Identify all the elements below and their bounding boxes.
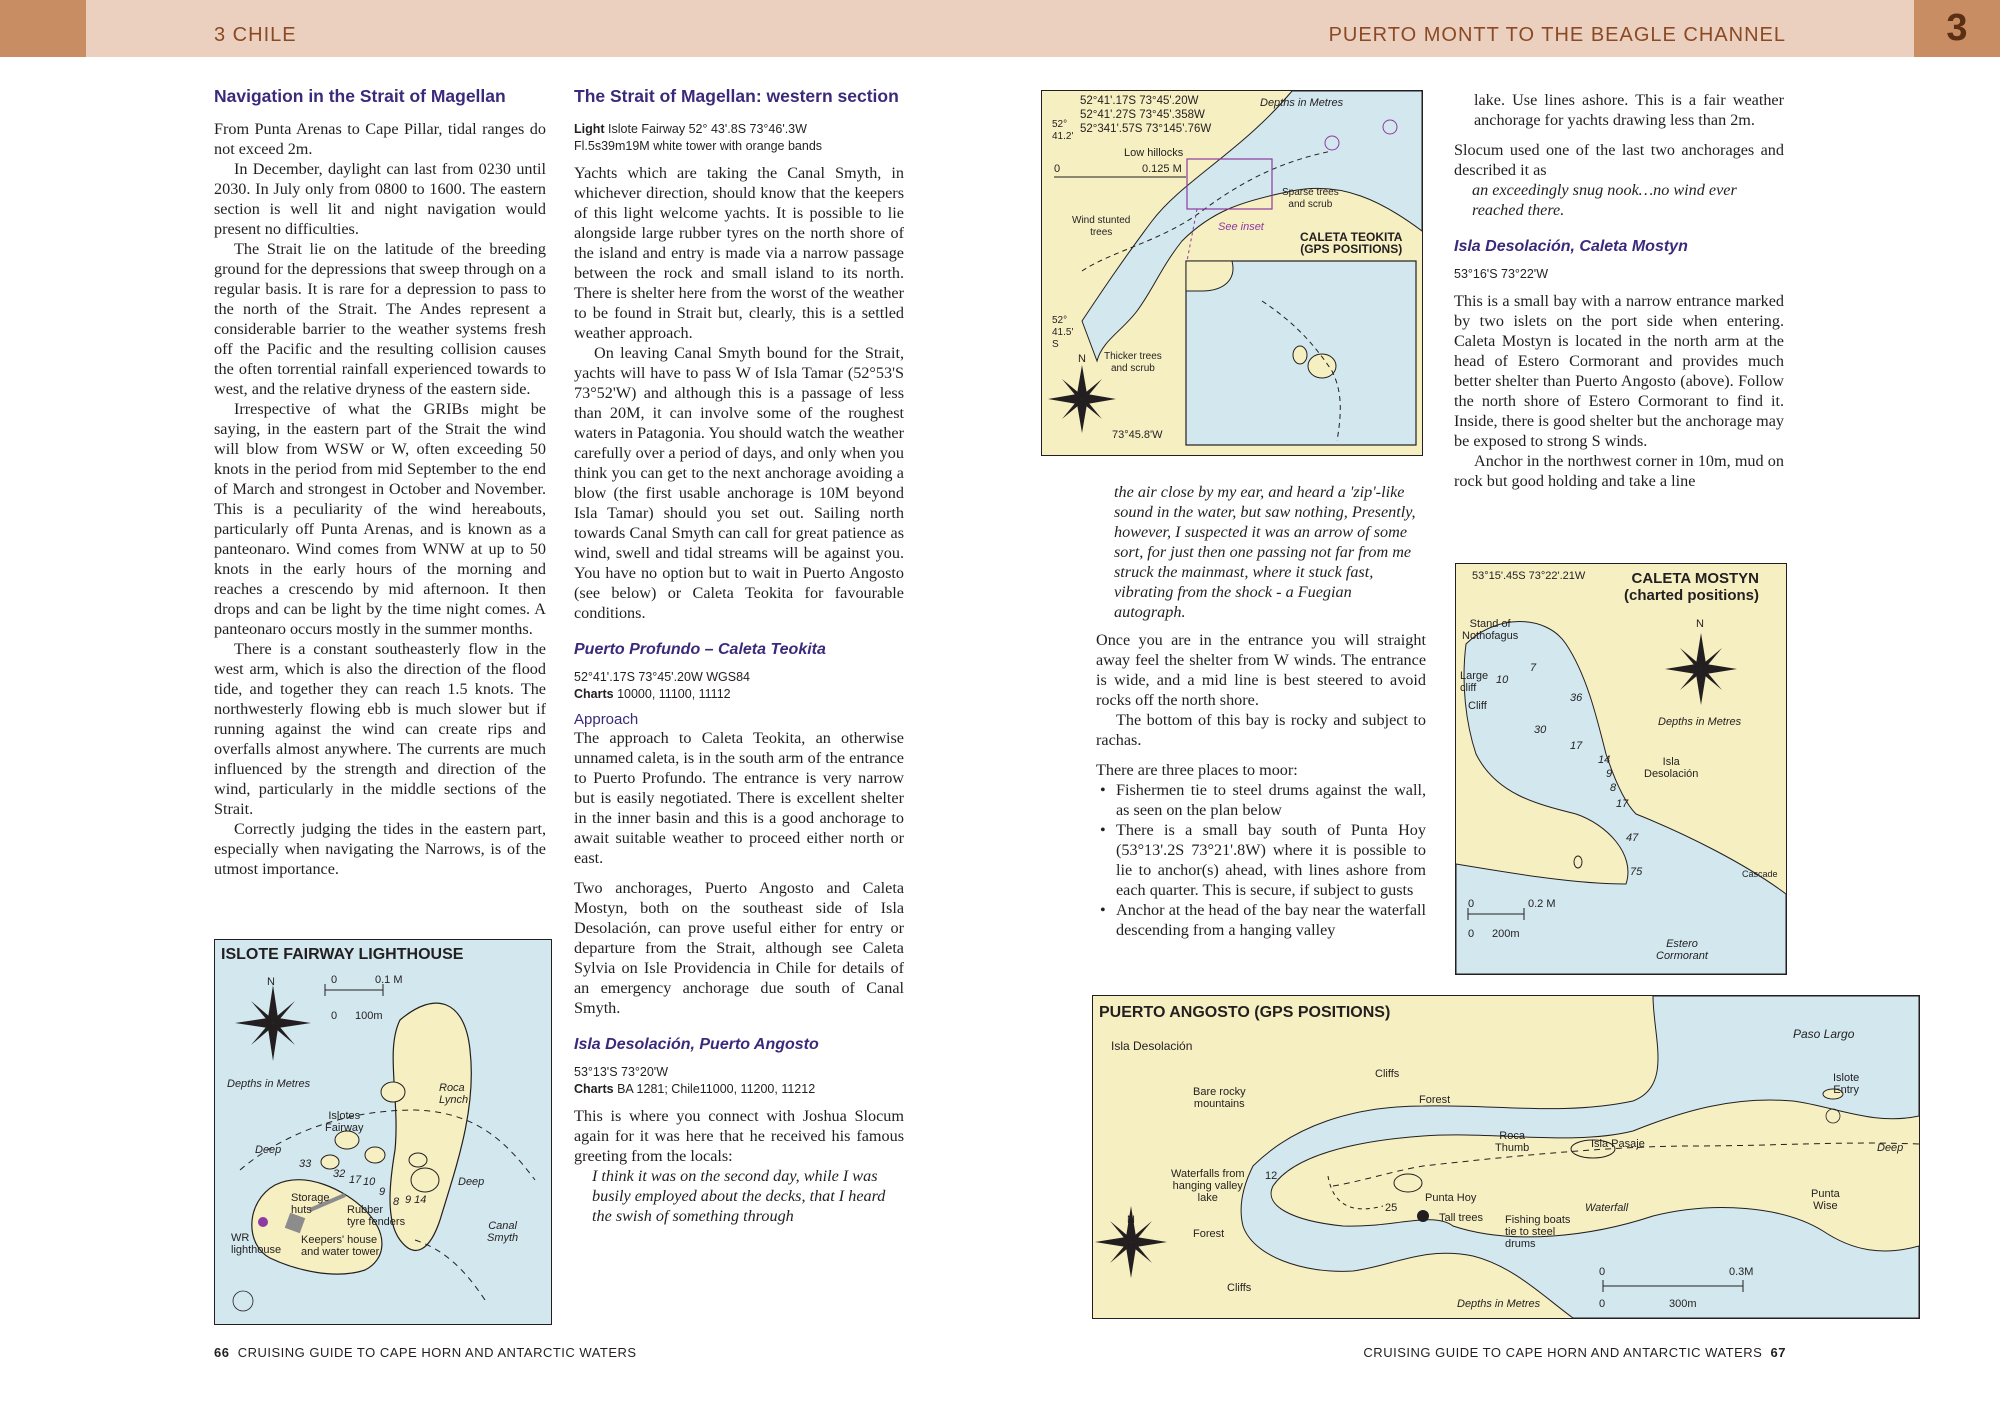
- paragraph: Yachts which are taking the Canal Smyth, in whichever direction, should know that the keepers of this light welcome yachts. It is possible to lie alongside large rubber tyres on the north shore of the island and entry is made via a narrow passage between the rock and small island to its north. There is shelter here from the worst of the weather to be found in Strait but, clearly, this is a settled weather approach.: [574, 164, 904, 342]
- depths-label: Depths in Metres: [227, 1078, 311, 1090]
- depth: 17: [1616, 798, 1629, 810]
- forest-label: Forest: [1193, 1228, 1225, 1240]
- angosto-position: 53°13'S 73°20'W: [574, 1065, 668, 1079]
- isla-pasaje-label: Isla Pasaje: [1591, 1138, 1645, 1150]
- page-header: [0, 0, 2000, 57]
- scale-label: 0: [1054, 163, 1061, 175]
- scale-label: 200m: [1492, 928, 1520, 940]
- scale-label: 0: [331, 1010, 338, 1022]
- map-puerto-angosto-drawing: [1093, 996, 1919, 1318]
- paragraph: In December, daylight can last from 0230 until 2030. In July only from 0800 to 1600. The eastern section is well lit and night navigation would present no difficulties.: [214, 160, 546, 238]
- punta-hoy-label: Punta Hoy: [1425, 1192, 1477, 1204]
- paso-largo-label: Paso Largo: [1793, 1027, 1855, 1041]
- keepers-house-label: Keepers' house and water tower: [301, 1234, 380, 1258]
- charts-label: Charts: [574, 1082, 614, 1096]
- column-4: [1454, 90, 1784, 491]
- header-left-title: 3 CHILE: [214, 24, 297, 46]
- deep-label: Deep: [1877, 1142, 1904, 1154]
- isla-desolacion-label: Isla Desolación: [1644, 756, 1699, 780]
- map-title: CALETA TEOKITA (GPS POSITIONS): [1300, 230, 1403, 256]
- north-label: N: [1696, 618, 1704, 630]
- angosto-charts: BA 1281; Chile11000, 11200, 11212: [617, 1082, 816, 1096]
- storage-huts-label: Storage huts: [291, 1192, 330, 1216]
- light-info: [574, 121, 904, 155]
- map-title: PUERTO ANGOSTO (GPS POSITIONS): [1099, 1004, 1391, 1021]
- cliff-label: Cliff: [1468, 700, 1487, 712]
- deep-label: Deep: [458, 1176, 485, 1188]
- depths-label: Depths in Metres: [1658, 716, 1742, 728]
- footer-left-text: CRUISING GUIDE TO CAPE HORN AND ANTARCTIC WATERS: [237, 1345, 637, 1360]
- paragraph: Slocum used one of the last two anchorages and described it as: [1454, 141, 1784, 179]
- scale-label: 0.2 M: [1528, 898, 1556, 910]
- bare-mountains-label: Bare rocky mountains: [1193, 1086, 1246, 1110]
- tall-trees-label: Tall trees: [1439, 1212, 1484, 1224]
- depth: 17: [349, 1174, 362, 1186]
- footer-right: [1363, 1345, 1786, 1360]
- depth: 9: [379, 1186, 386, 1198]
- footer-right-text: CRUISING GUIDE TO CAPE HORN AND ANTARCTIC WATERS: [1363, 1345, 1763, 1360]
- roca-lynch-label: Roca Lynch: [439, 1082, 469, 1106]
- list-item: • Fishermen tie to steel drums against the wall, as seen on the plan below: [1116, 780, 1426, 820]
- scale-label: 0: [1468, 928, 1475, 940]
- charts-label: Charts: [574, 687, 614, 701]
- column-1: [214, 86, 546, 879]
- deep-label: Deep: [255, 1144, 282, 1156]
- waterfalls-label: Waterfalls from hanging valley lake: [1171, 1168, 1245, 1204]
- profundo-position: 52°41'.17S 73°45'.20W WGS84: [574, 670, 750, 684]
- footer-left: [214, 1345, 637, 1360]
- depth: 17: [1570, 740, 1583, 752]
- heading-navigation: Navigation in the Strait of Magellan: [214, 86, 506, 106]
- slocum-quote: I think it was on the second day, while I was busily employed about the decks, that I heard the swish of something through: [592, 1167, 886, 1225]
- map-title: ISLOTE FAIRWAY LIGHTHOUSE: [221, 946, 464, 963]
- paragraph: The bottom of this bay is rocky and subject to rachas.: [1096, 711, 1426, 749]
- column-2: [574, 86, 904, 1226]
- depth: 7: [1530, 662, 1537, 674]
- paragraph: Two anchorages, Puerto Angosto and Caleta Mostyn, both on the southeast side of Isla Desolación, can prove useful either for entry or departure from the Strait, although see Caleta Sylvia on Isle Providencia in Chile for details of an emergency anchorage due south of Canal Smyth.: [574, 879, 904, 1017]
- scale-label: 0: [1468, 898, 1475, 910]
- mostyn-position: 53°16'S 73°22'W: [1454, 267, 1548, 281]
- paragraph: From Punta Arenas to Cape Pillar, tidal ranges do not exceed 2m.: [214, 120, 546, 158]
- scale-label: 0.125 M: [1142, 163, 1182, 175]
- paragraph: There is a constant southeasterly flow in the west arm, which is also the direction of the flood tide, and together they can reach 1.5 knots. The northwesterly flowing ebb is much slower but if running against the wind can create rips and overfalls almost anywhere. The currents are much influenced by the strength and direction of the wind, particularly in the middle sections of the Strait.: [214, 640, 546, 818]
- scale-label: 100m: [355, 1010, 383, 1022]
- north-label: N: [1127, 1214, 1135, 1226]
- fishing-boats-label: Fishing boats tie to steel drums: [1505, 1214, 1571, 1250]
- profundo-charts: 10000, 11100, 11112: [617, 687, 731, 701]
- paragraph: This is where you connect with Joshua Slocum again for it was here that he received his famous greeting from the locals:: [574, 1107, 904, 1165]
- large-cliff-label: Large cliff: [1460, 670, 1489, 694]
- depth: 12: [1265, 1170, 1278, 1182]
- heading-caleta-mostyn: Isla Desolación, Caleta Mostyn: [1454, 238, 1688, 255]
- gps-position: 52°341'.57S 73°145'.76W: [1080, 123, 1212, 135]
- islotes-label: Islotes Fairway: [325, 1110, 364, 1134]
- angosto-info: [574, 1064, 904, 1098]
- depth: 10: [363, 1176, 376, 1188]
- paragraph: The approach to Caleta Teokita, an otherwise unnamed caleta, is in the south arm of the entrance to Puerto Profundo. The entrance is very narrow but is easily negotiated. There is excellent shelter in the inner basin and this is a good anchorage to await suitable weather to proceed either north or east.: [574, 729, 904, 867]
- map-islote-fairway-drawing: [215, 940, 551, 1324]
- depth: 32: [333, 1168, 346, 1180]
- scale-label: 0: [1599, 1298, 1606, 1310]
- sparse-trees-label: Sparse trees and scrub: [1282, 187, 1339, 210]
- north-label: N: [1078, 353, 1086, 365]
- light-label: Light: [574, 122, 605, 136]
- depth: 10: [1496, 674, 1509, 686]
- cascade-label: Cascade: [1742, 869, 1778, 879]
- rubber-fenders-label: Rubber tyre fenders: [347, 1204, 406, 1228]
- nothofagus-label: Stand of Nothofagus: [1462, 618, 1519, 642]
- depth: 14: [1598, 754, 1611, 766]
- paragraph: On leaving Canal Smyth bound for the Strait, yachts will have to pass W of Isla Tamar (52°53'S 73°52'W) and although this is a passage of less than 20M, it can involve some of the roughest waters in Patagonia. You should watch the weather carefully over a period of days, and only when you think you can get to the next anchorage avoiding a blow (the first usable anchorage is 10M beyond Isla Tamar) should you set out. Sailing north towards Canal Smyth can call for great patience as wind, swell and tidal streams will be against you. You have no option but to wait in Puerto Angosto (see below) or Caleta Teokita for favourable conditions.: [574, 344, 904, 622]
- list-item: • There is a small bay south of Punta Hoy (53°13'.2S 73°21'.8W) where it is possible to lie to anchor(s) ahead, with lines ashore from each quarter. This is secure, if subject to gusts: [1116, 820, 1426, 900]
- paragraph: There are three places to moor:: [1096, 761, 1298, 779]
- north-label: N: [267, 976, 275, 988]
- thicker-trees-label: Thicker trees and scrub: [1104, 351, 1162, 374]
- header-left-tab: [0, 0, 86, 57]
- profundo-info: [574, 669, 904, 703]
- map-caleta-teokita: [1041, 90, 1423, 456]
- paragraph: Anchor in the northwest corner in 10m, mud on rock but good holding and take a line: [1454, 452, 1784, 490]
- depths-label: Depths in Metres: [1457, 1298, 1541, 1310]
- latitude-label: 52° 41.5' S: [1052, 315, 1074, 350]
- map-caleta-teokita-drawing: [1042, 91, 1422, 455]
- islote-entry-label: Islote Entry: [1833, 1072, 1860, 1096]
- paragraph: Once you are in the entrance you will straight away feel the shelter from W winds. The entrance is wide, and a mid line is best steered to avoid rocks off the north shore.: [1096, 631, 1426, 709]
- low-hillocks-label: Low hillocks: [1124, 147, 1184, 159]
- latitude-label: 52° 41.2': [1052, 119, 1074, 142]
- heading-puerto-angosto: Isla Desolación, Puerto Angosto: [574, 1036, 819, 1053]
- map-title: CALETA MOSTYN (charted positions): [1624, 570, 1760, 604]
- slocum-quote-continued: the air close by my ear, and heard a 'zip'-like sound in the water, but saw nothing, Presently, however, I suspected it was an arrow of some sort, for just then one passing not far from me struck the mainmast, where it stuck fast, vibrating from the shock - a Fuegian autograph.: [1114, 483, 1416, 621]
- scale-label: 0.1 M: [375, 974, 403, 986]
- heading-puerto-profundo: Puerto Profundo – Caleta Teokita: [574, 641, 826, 658]
- cliffs-label: Cliffs: [1227, 1282, 1252, 1294]
- header-right-title: PUERTO MONTT TO THE BEAGLE CHANNEL: [1328, 24, 1786, 46]
- forest-label: Forest: [1419, 1094, 1451, 1106]
- canal-smyth-label: Canal Smyth: [487, 1220, 519, 1244]
- depth: 36: [1570, 692, 1583, 704]
- paragraph: Correctly judging the tides in the eastern part, especially when navigating the Narrows, is of the utmost importance.: [214, 820, 546, 878]
- estero-cormorant-label: Estero Cormorant: [1656, 938, 1708, 962]
- page-number-left: 66: [214, 1345, 230, 1360]
- isla-desolacion-label: Isla Desolación: [1111, 1039, 1193, 1053]
- paragraph: Irrespective of what the GRIBs might be saying, in the eastern part of the Strait the wind will blow from WSW or W, often exceeding 50 knots in the period from mid September to the end of March and strongest in October and November. This is a peculiarity of the wind hereabouts, particularly off Punta Arenas, and is known as a panteonaro. Wind comes from WNW at up to 50 knots in the early hours of the morning and reaches a crescendo by mid afternoon. It then drops and can be light by the time night comes. A panteonaro occurs mostly in the summer months.: [214, 400, 546, 638]
- anchor-position: 53°15'.45S 73°22'.21W: [1472, 570, 1586, 582]
- waterfall-label: Waterfall: [1585, 1202, 1629, 1214]
- longitude-label: 73°45.8'W: [1112, 429, 1163, 441]
- depth: 9 14: [405, 1194, 427, 1206]
- light-text-2: Fl.5s39m19M white tower with orange bands: [574, 139, 823, 153]
- cliffs-label: Cliffs: [1375, 1068, 1400, 1080]
- column-3: [1096, 482, 1426, 940]
- see-inset-label: See inset: [1218, 221, 1264, 233]
- depths-label: Depths in Metres: [1260, 97, 1344, 109]
- scale-label: 0: [1599, 1266, 1606, 1278]
- punta-wise-label: Punta Wise: [1811, 1188, 1840, 1212]
- map-puerto-angosto: [1092, 995, 1920, 1319]
- map-caleta-mostyn: [1455, 563, 1787, 975]
- depth: 30: [1534, 724, 1547, 736]
- mooring-list: [1096, 780, 1426, 940]
- paragraph: The Strait lie on the latitude of the breeding ground for the depressions that sweep through on a regular basis. It is rare for a depression to pass to the north of the Strait. The Andes represent a considerable barrier to the weather systems fresh off the Pacific and the resulting collision causes the often torrential rainfall experienced towards to west, and the relative dryness of the eastern side.: [214, 240, 546, 398]
- lighthouse-label: WR lighthouse: [231, 1232, 282, 1256]
- map-islote-fairway: [214, 939, 552, 1325]
- wind-stunted-label: Wind stunted trees: [1072, 215, 1131, 238]
- heading-western-section: The Strait of Magellan: western section: [574, 86, 899, 106]
- depth: 25: [1385, 1202, 1398, 1214]
- slocum-quote-nook: an exceedingly snug nook…no wind ever reached there.: [1472, 181, 1737, 219]
- depth: 33: [299, 1158, 312, 1170]
- depth: 47: [1626, 832, 1639, 844]
- light-text: Islote Fairway 52° 43'.8S 73°46'.3W: [608, 122, 807, 136]
- scale-label: 0: [331, 974, 338, 986]
- subheading-approach: Approach: [574, 711, 639, 728]
- scale-label: 0.3M: [1729, 1266, 1754, 1278]
- scale-label: 300m: [1669, 1298, 1697, 1310]
- depth: 75: [1630, 866, 1643, 878]
- depth: 8: [1610, 782, 1617, 794]
- list-item: • Anchor at the head of the bay near the waterfall descending from a hanging valley: [1116, 900, 1426, 940]
- gps-position: 52°41'.27S 73°45'.358W: [1080, 109, 1205, 121]
- depth: 9: [1606, 768, 1613, 780]
- chapter-number: 3: [1914, 0, 2000, 57]
- paragraph: This is a small bay with a narrow entrance marked by two islets on the port side when entering. Caleta Mostyn is located in the north arm at the head of Estero Cormorant and provides much better shelter than Puerto Angosto (above). Follow the north shore of Estero Cormorant to find it. Inside, there is good shelter but the anchorage may be exposed to strong S winds.: [1454, 292, 1784, 450]
- page-number-right: 67: [1770, 1345, 1786, 1360]
- gps-position: 52°41'.17S 73°45'.20W: [1080, 95, 1199, 107]
- paragraph: lake. Use lines ashore. This is a fair weather anchorage for yachts drawing less than 2m.: [1474, 91, 1784, 129]
- roca-thumb-label: Roca Thumb: [1495, 1130, 1530, 1154]
- depth: 8: [393, 1196, 400, 1208]
